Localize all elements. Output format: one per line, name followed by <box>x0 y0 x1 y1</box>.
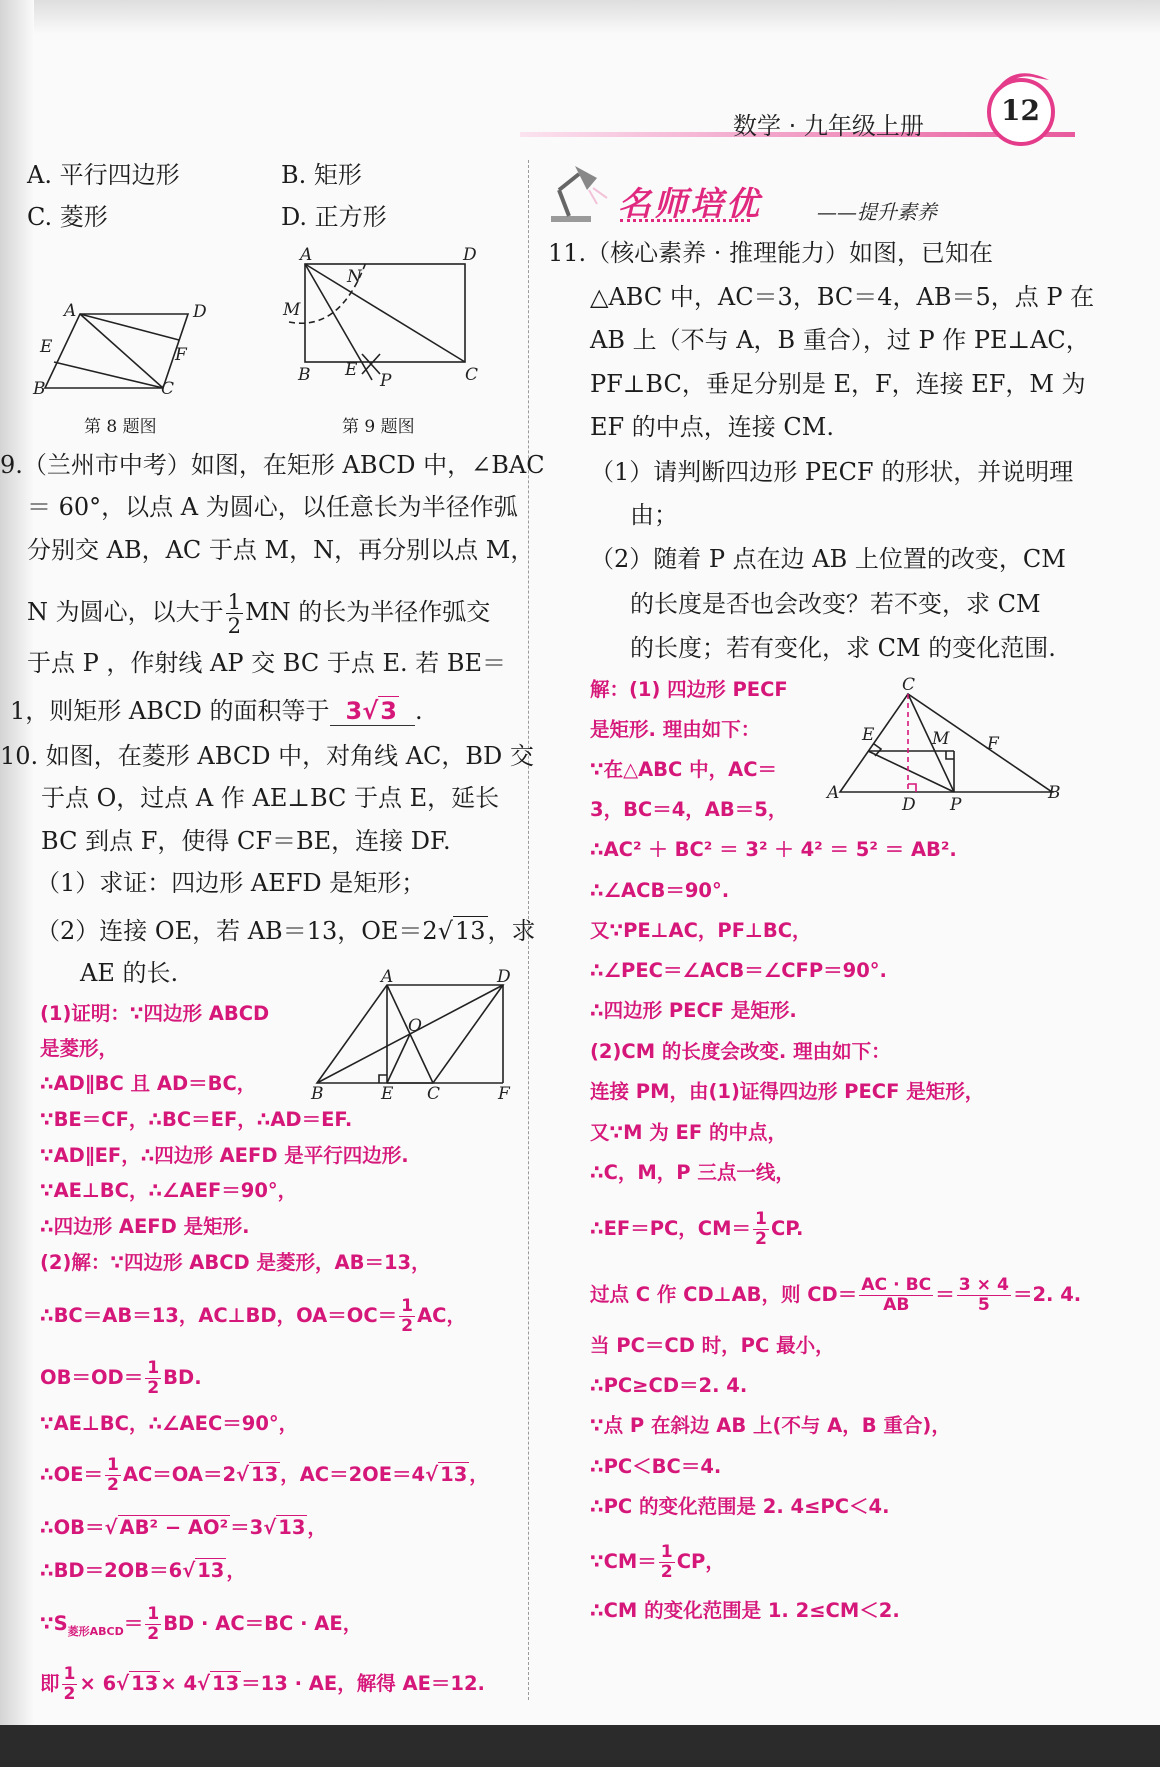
q11-line2: △ABC 中，AC＝3，BC＝4，AB＝5，点 P 在 <box>590 283 1095 311</box>
figure-9-caption: 第 9 题图 <box>342 417 415 437</box>
sol10-line3: ∴AD∥BC 且 AD＝BC， <box>40 1072 257 1095</box>
q10-part1: （1）求证：四边形 AEFD 是矩形； <box>36 869 426 897</box>
screen-bottom-bar <box>0 1725 1160 1767</box>
fig11-label-e: E <box>862 725 875 745</box>
option-a: A. 平行四边形 <box>27 161 180 189</box>
fig9-label-c: C <box>465 365 479 385</box>
sol11-line3: ∵在△ABC 中，AC＝ <box>590 758 778 781</box>
sol11-line18: ∵点 P 在斜边 AB 上(不与 A，B 重合)， <box>590 1414 951 1437</box>
q11-line1: 11.（核心素养 · 推理能力）如图，已知在 <box>548 239 994 267</box>
sol11-line10: (2)CM 的长度会改变. 理由如下： <box>590 1040 891 1063</box>
q11-part2-cont2: 的长度；若有变化，求 CM 的变化范围. <box>630 634 1056 662</box>
sol11-line5: ∴AC² ＋ BC² ＝ 3² ＋ 4² ＝ 5² ＝ AB². <box>590 838 957 861</box>
fig11-label-b: B <box>1048 783 1061 803</box>
fig9-label-b: B <box>298 365 311 385</box>
banner-subtitle: ——提升素养 <box>817 200 937 224</box>
fig10-label-a: A <box>381 967 394 987</box>
fig11-label-p: P <box>950 795 962 815</box>
fig9-label-p: P <box>380 371 392 391</box>
q9-line6: 1，则矩形 ABCD 的面积等于 3√3 . <box>10 697 423 725</box>
q10-line1: 10. 如图，在菱形 ABCD 中，对角线 AC，BD 交 <box>0 742 534 770</box>
sol10-line9: ∴BC＝AB＝13，AC⊥BD，OA＝OC＝ $\frac{1}{2}$ AC， <box>40 1296 466 1337</box>
sol10-line16: 即 $\frac{1}{2}$ × 6√ 13 × 4√ 13 ＝13 · AE，解得 AE＝12. <box>40 1664 485 1705</box>
sol11-line1: 解：(1) 四边形 PECF <box>590 678 788 701</box>
page-number: 12 <box>1001 94 1040 127</box>
sol11-line16: 当 PC＝CD 时，PC 最小， <box>590 1334 835 1357</box>
binding-shadow <box>0 0 34 1725</box>
q9-line5: 于点 P ，作射线 AP 交 BC 于点 E. 若 BE＝ <box>27 649 507 677</box>
q10-part2-cont: AE 的长. <box>80 959 179 987</box>
sol11-line17: ∴PC≥CD＝2. 4. <box>590 1374 748 1397</box>
sol10-line11: ∵AE⊥BC，∴∠AEC＝90°， <box>40 1412 299 1435</box>
q9-line2: ＝ 60°，以点 A 为圆心，以任意长为半径作弧 <box>27 493 518 521</box>
sol10-line1: (1)证明：∵四边形 ABCD <box>40 1002 270 1025</box>
fig9-label-d: D <box>463 245 477 265</box>
fig8-label-b: B <box>33 379 46 399</box>
sol11-line14: ∴EF＝PC，CM＝ $\frac{1}{2}$ CP. <box>590 1209 804 1250</box>
sol10-line10: OB＝OD＝ $\frac{1}{2}$ BD. <box>40 1358 202 1399</box>
sol11-line12: 又∵M 为 EF 的中点， <box>590 1121 787 1144</box>
sol11-line9: ∴四边形 PECF 是矩形. <box>590 999 797 1022</box>
figure-11-triangle <box>822 674 1062 814</box>
fig10-label-e: E <box>381 1084 394 1104</box>
fig10-label-d: D <box>497 967 511 987</box>
sol11-line15: 过点 C 作 CD⊥AB，则 CD＝ $\frac{AC \cdot BC}{AB}$ ＝ $\frac{3 \times 4}{5}$ ＝2. 4. <box>590 1275 1082 1316</box>
q11-part2-cont1: 的长度是否也会改变？若不变，求 CM <box>630 590 1041 618</box>
sol11-line8: ∴∠PEC＝∠ACB＝∠CFP＝90°. <box>590 959 887 982</box>
fig11-label-a: A <box>827 783 840 803</box>
sol10-line12: ∴OE＝ $\frac{1}{2}$ AC＝OA＝2√ 13 ，AC＝2OE＝4√ 13 ， <box>40 1455 489 1496</box>
figure-8-caption: 第 8 题图 <box>84 417 157 437</box>
fig8-label-e: E <box>40 337 53 357</box>
q11-part1-cont: 由； <box>630 501 678 529</box>
page-number-badge <box>983 66 1058 146</box>
q9-line1: 9.（兰州市中考）如图，在矩形 ABCD 中，∠BAC <box>0 451 545 479</box>
fig9-label-e: E <box>345 360 358 380</box>
banner-title: 名师培优 <box>618 184 762 223</box>
q9-answer: 3√3 <box>330 697 415 726</box>
figure-10-rhombus <box>305 967 520 1104</box>
sol11-line6: ∴∠ACB＝90°. <box>590 879 730 902</box>
fig10-label-b: B <box>311 1084 324 1104</box>
sol11-line13: ∴C，M，P 三点一线， <box>590 1161 795 1184</box>
banner-dots <box>620 218 750 222</box>
q11-line5: EF 的中点，连接 CM. <box>590 413 834 441</box>
sol10-line2: 是菱形， <box>40 1037 119 1060</box>
option-b: B. 矩形 <box>281 161 362 189</box>
q10-line3: BC 到点 F，使得 CF＝BE，连接 DF. <box>41 827 451 855</box>
sol10-line4: ∵BE＝CF，∴BC＝EF，∴AD＝EF. <box>40 1108 353 1131</box>
fig8-label-c: C <box>161 379 175 399</box>
figure-8-parallelogram <box>30 296 220 406</box>
fig8-label-d: D <box>193 302 207 322</box>
fig11-label-f: F <box>987 734 999 754</box>
sol11-line7: 又∵PE⊥AC，PF⊥BC， <box>590 919 812 942</box>
fig11-label-d: D <box>902 795 916 815</box>
fig11-label-m: M <box>932 729 950 749</box>
sol10-line7: ∴四边形 AEFD 是矩形. <box>40 1215 250 1238</box>
q11-part1: （1）请判断四边形 PECF 的形状，并说明理 <box>590 458 1074 486</box>
fig8-label-f: F <box>175 345 187 365</box>
sol10-line6: ∵AE⊥BC，∴∠AEF＝90°， <box>40 1179 298 1202</box>
q10-part2: （2）连接 OE，若 AB＝13，OE＝2√13，求 <box>36 917 536 945</box>
q10-line2: 于点 O，过点 A 作 AE⊥BC 于点 E，延长 <box>41 784 500 812</box>
fig9-label-a: A <box>300 245 313 265</box>
sol11-line4: 3，BC＝4，AB＝5， <box>590 798 788 821</box>
fig8-label-a: A <box>64 301 77 321</box>
sol10-line15: $\because S_{菱形ABCD}=$ $\frac{1}{2}$ BD · AC＝BC · AE， <box>40 1604 363 1645</box>
fig10-label-f: F <box>498 1084 510 1104</box>
fig9-label-m: M <box>283 300 301 320</box>
sol10-line8: (2)解：∵四边形 ABCD 是菱形，AB＝13， <box>40 1251 431 1274</box>
sol11-line19: ∴PC＜BC＝4. <box>590 1455 722 1478</box>
fig11-label-c: C <box>902 675 916 695</box>
sol10-line13: ∴OB＝√ AB² − AO² ＝3√ 13 ， <box>40 1516 327 1539</box>
q9-line3: 分别交 AB，AC 于点 M，N，再分别以点 M， <box>27 536 535 564</box>
option-d: D. 正方形 <box>281 203 387 231</box>
book-title: 数学 · 九年级上册 <box>733 112 924 140</box>
sol11-line2: 是矩形. 理由如下： <box>590 718 761 741</box>
fig10-label-c: C <box>427 1084 441 1104</box>
q9-line4: N 为圆心，以大于 $\frac{1}{2}$ MN 的长为半径作弧交 <box>27 589 491 639</box>
fig10-label-o: O <box>408 1016 422 1036</box>
q11-line4: PF⊥BC，垂足分别是 E，F，连接 EF，M 为 <box>590 370 1086 398</box>
figure-9-rectangle <box>280 242 495 392</box>
sol10-line5: ∵AD∥EF，∴四边形 AEFD 是平行四边形. <box>40 1144 409 1167</box>
sol11-line22: ∴CM 的变化范围是 1. 2≤CM＜2. <box>590 1599 900 1622</box>
top-edge-shadow <box>0 0 1160 34</box>
option-c: C. 菱形 <box>27 203 108 231</box>
q11-line3: AB 上（不与 A，B 重合），过 P 作 PE⊥AC， <box>590 326 1090 354</box>
sol11-line20: ∴PC 的变化范围是 2. 4≤PC＜4. <box>590 1495 890 1518</box>
q11-part2: （2）随着 P 点在边 AB 上位置的改变，CM <box>590 545 1066 573</box>
sol11-line21: ∵CM＝ $\frac{1}{2}$ CP， <box>590 1542 725 1583</box>
sol10-line14: ∴BD＝2OB＝6√ 13 ， <box>40 1559 246 1582</box>
fig9-label-n: N <box>347 267 362 287</box>
lamp-icon <box>545 160 615 226</box>
sol11-line11: 连接 PM，由(1)证得四边形 PECF 是矩形， <box>590 1080 985 1103</box>
